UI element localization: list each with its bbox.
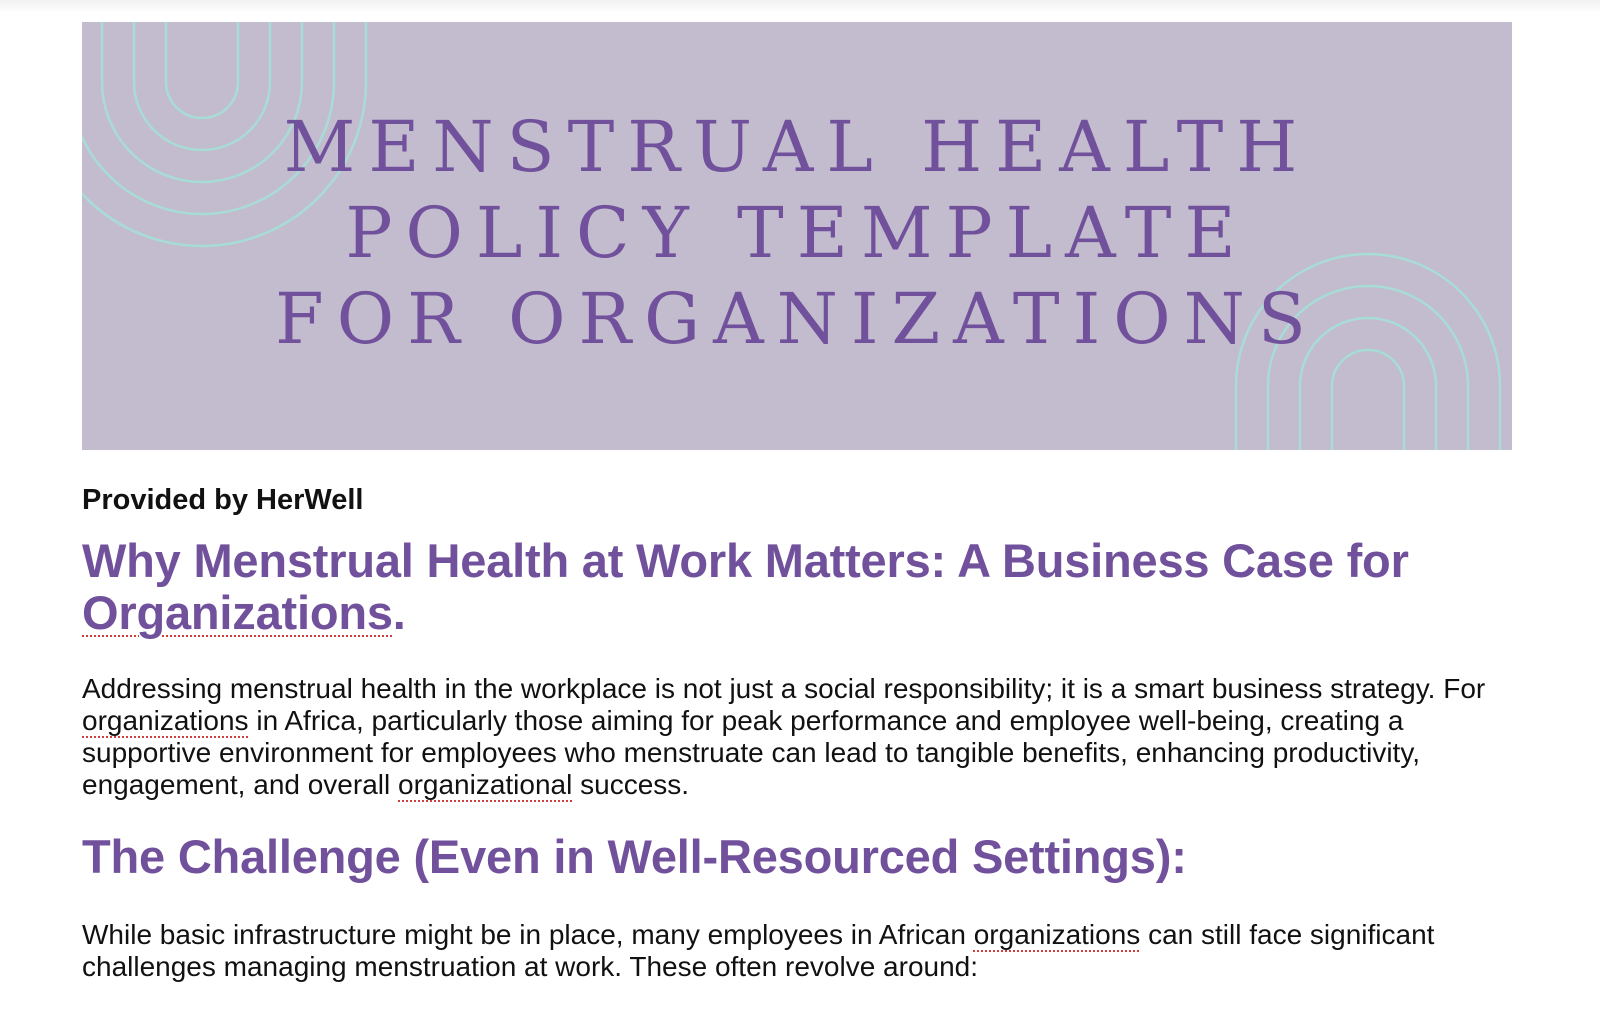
paragraph-text: can still face significant challenges managing menstruation at work. These often revolve around: (82, 919, 1435, 982)
spellcheck-word[interactable]: organizational (398, 769, 573, 800)
spellcheck-word[interactable]: organizations (973, 919, 1141, 950)
paragraph-text: Addressing menstrual health in the workplace is not just a social responsibility; it is a smart business strategy. For (82, 673, 1486, 704)
section-heading-business-case (82, 535, 1512, 639)
window-top-edge (0, 0, 1600, 14)
paragraph-text: in Africa, particularly those aiming for peak performance and employee well-being, creating a supportive environment for employees who menstruate can lead to tangible benefits, enhancing productivity, engagement, and overall (82, 705, 1421, 800)
provided-by-line: Provided by HerWell (82, 484, 364, 516)
banner-title-line-2: POLICY TEMPLATE (345, 192, 1249, 274)
spellcheck-word[interactable]: organizations (82, 705, 249, 736)
body-paragraph-challenge (82, 919, 1512, 983)
spellcheck-word[interactable]: Organizations (82, 586, 393, 639)
section-heading-challenge: The Challenge (Even in Well-Resourced Settings): (82, 830, 1187, 883)
paragraph-text: success. (572, 769, 690, 800)
paragraph-text: While basic infrastructure might be in place, many employees in African (82, 919, 974, 950)
banner-title-line-1: MENSTRUAL HEALTH (283, 106, 1311, 188)
heading-period: . (392, 586, 406, 639)
banner-title (82, 104, 1512, 362)
title-banner (82, 22, 1512, 450)
heading-text: Why Menstrual Health at Work Matters: A Business Case for (82, 534, 1409, 587)
banner-title-line-3: FOR ORGANIZATIONS (275, 278, 1319, 360)
body-paragraph-business-case (82, 673, 1512, 801)
document-page (82, 22, 1512, 983)
